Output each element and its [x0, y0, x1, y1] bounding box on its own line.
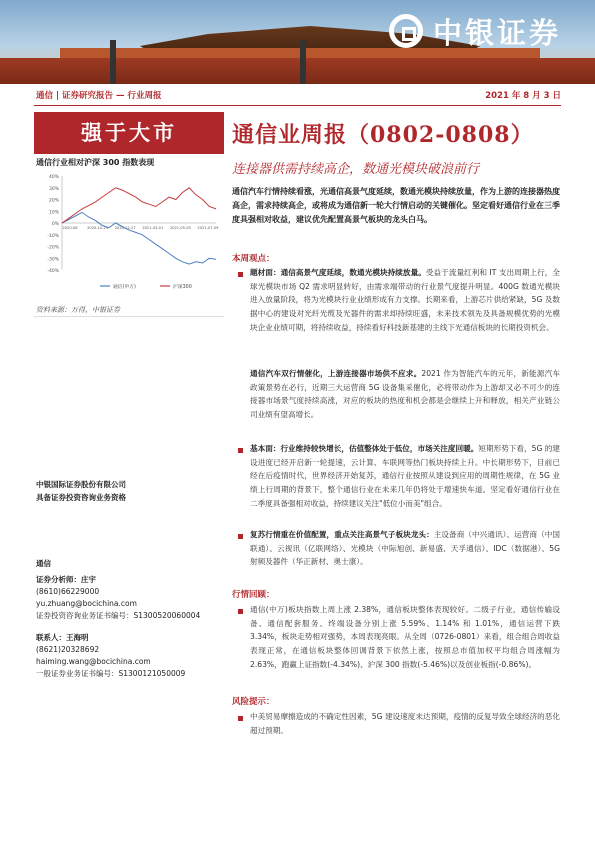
summary-paragraph: 通信汽车行情持续看涨，光通信高景气度延续，数通光模块持续放量，作为上游的连接器热度高企，需求持续高企，或将成为通信新一轮大行情启动的关键催化。坚定看好通信行业在三季度具强相对收益，建议优先配置高景气板块的龙头白马。 — [232, 187, 560, 224]
brand-logo — [375, 0, 595, 62]
bullet-marker — [238, 534, 243, 539]
section-heading-risk: 风险提示： — [232, 697, 275, 707]
header-line — [34, 84, 561, 106]
y-tick-label: -10% — [47, 233, 59, 239]
paragraph-body: 短期形势下看，5G 的建设进度已经开启新一轮提速，云计算、车联网等热门板块持续上升。中长期形势下，目前已经在后疫情时代，世界经济开始复苏，通信行业按照从建设到应用的周期性规律，在 5G 业绩上行周期的背景下，整个通信行业在未来几年仍将处于增速快车道。坚定看好通信行业在二季度具备强相对收益，持续建议关注"低位小而美"组合。 — [250, 444, 560, 508]
rating-badge: 强于大市 — [34, 112, 224, 154]
report-subtitle: 连接器供需持续高企，数通光模块破浪前行 — [232, 162, 480, 177]
series-line — [62, 212, 216, 264]
company-qualification: 具备证券投资咨询业务资格 — [36, 493, 126, 502]
analyst-email[interactable]: yu.zhuang@bocichina.com — [36, 599, 137, 608]
chart-title: 通信行业相对沪深 300 指数表现 — [36, 158, 155, 167]
paragraph-risk: 中美贸易摩擦造成的不确定性因素，5G 建设速度未达预期，疫情的反复导致全球经济的恶化超过预期。 — [250, 712, 560, 735]
brand-name: 中银证券 — [433, 16, 562, 50]
breadcrumb: 通信 | 证券研究报告 — 行业周报 — [36, 91, 162, 101]
y-tick-label: 0% — [51, 222, 59, 227]
analyst-name: 证券分析师：庄宇 — [36, 575, 96, 584]
chart-source: 资料来源：万得，中银证券 — [36, 306, 120, 314]
x-tick-label: 2021-05-05 — [169, 226, 191, 230]
analyst-license: 证券投资咨询业务证书编号：S1300520060004 — [36, 611, 201, 620]
bullet-marker — [238, 272, 243, 277]
section-heading-review: 行情回顾： — [232, 590, 275, 600]
analyst-block — [36, 558, 200, 680]
y-tick-label: 20% — [48, 198, 59, 204]
paragraph-body: 2021 作为智能汽车的元年，新能源汽车政策景势在必行，近期三大运营商 5G 设备集采催化，必将带动作为上游却又必不可少的连接器市场景气度持续高涨，对应的板块的热度和机会都是会继续上升和释放，相关产业链公司业绩有望高增长。 — [250, 369, 560, 420]
x-tick-label: 2021-03-01 — [142, 226, 164, 230]
header-banner — [0, 0, 595, 84]
paragraph-body: 受益于流量红利和 IT 支出周期上行，全球光模块市场 Q2 需求明显转好，由需求端带动的行业景气度提升明显。400G 数通光模块进入放量阶段，将为光模块行业业绩形成有力支撑。长期来看，上游芯片供给紧缺，5G 及数据中心的建设对光纤光缆及光器件的需求却持续旺盛，未来技术领先及具备规模优势的光模块企业业绩可期，将持续收益，持续看好科技新基建的主线下光通信板块的长期投资机会。 — [250, 268, 560, 332]
analyst-phone: (8610)66229000 — [36, 587, 100, 596]
paragraph-lead: 复苏行情重在价值配置，重点关注高景气子板块龙头： — [250, 530, 434, 539]
paragraph-theme — [250, 266, 560, 335]
section-heading-view: 本周观点： — [232, 254, 275, 264]
report-date: 2021 年 8 月 3 日 — [485, 91, 561, 101]
contact-license: 一般证券业务证书编号：S1300121050009 — [36, 669, 186, 678]
boc-logo-icon — [389, 14, 423, 48]
bullet-marker — [238, 609, 243, 614]
x-tick-label: 2020-12-27 — [114, 226, 136, 230]
legend-label: 沪深300 — [173, 284, 192, 290]
bullet-marker — [238, 448, 243, 453]
paragraph-auto — [250, 367, 560, 422]
lamp-post — [300, 40, 306, 84]
x-tick-label: 2021-07-09 — [197, 226, 219, 230]
sector-label: 通信 — [36, 559, 51, 568]
contact-phone: (8621)20328692 — [36, 645, 100, 654]
paragraph-body: 主设备商（中兴通讯）、运营商（中国联通）、云视讯（亿联网络）、光模块（中际旭创、新易盛、天孚通信）、IDC（数据港）、5G 射频及器件（华正新材、奥士康）。 — [250, 530, 561, 567]
series-line — [62, 188, 216, 223]
company-info — [36, 478, 126, 504]
company-name: 中银国际证券股份有限公司 — [36, 480, 126, 489]
bullet-marker — [238, 716, 243, 721]
divider — [34, 316, 224, 317]
relative-performance-chart — [40, 170, 220, 295]
contact-name: 联系人：王海明 — [36, 633, 89, 642]
contact-email[interactable]: haiming.wang@bocichina.com — [36, 657, 151, 666]
y-tick-label: -40% — [47, 269, 59, 274]
y-tick-label: 40% — [48, 175, 59, 180]
x-tick-label: 2020-08 — [62, 226, 78, 230]
y-tick-label: -30% — [47, 257, 59, 263]
y-tick-label: 10% — [48, 210, 59, 216]
paragraph-lead: 题材面：通信高景气度延续，数通光模块持续放量。 — [250, 268, 426, 277]
legend-label: 通信(申万) — [113, 284, 136, 290]
y-tick-label: 30% — [48, 186, 59, 192]
lamp-post — [110, 40, 116, 84]
paragraph-fundamentals — [250, 442, 560, 511]
paragraph-picks — [250, 528, 560, 569]
paragraph-review: 通信(中万)板块指数上周上涨 2.38%，通信板块整体表现较好。二级子行业，通信传输设备、通信配套服务、终端设备分别上涨 5.59%、1.14% 和 1.01%，通信运营下跌 3.34%，板块走势相对强势，本周表现亮眼。从全周（0726-0801）来看，组合组合周收益表现正常，在通信板块整体回调背景下依然上涨，按照总市值加权平均组合周涨幅为 2.63%，跑赢上证指数(-4.34%)、沪深 300 指数(-5.46%)以及创业板指(-0.86%)。 — [250, 605, 560, 669]
paragraph-lead: 基本面：行业维持较快增长，估值整体处于低位，市场关注度回暖。 — [250, 444, 479, 453]
x-tick-label: 2020-10-23 — [87, 226, 109, 230]
report-title: 通信业周报（0802-0808） — [232, 122, 534, 148]
paragraph-lead: 通信汽车双行情催化，上游连接器市场供不应求。 — [250, 369, 422, 378]
y-tick-label: -20% — [47, 245, 59, 251]
